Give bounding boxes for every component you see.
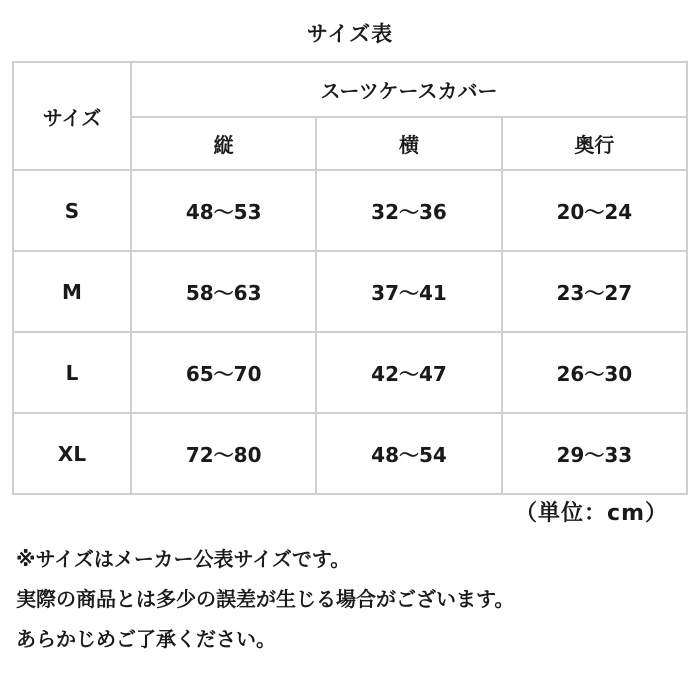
column-header-depth: 奥行 [502,117,687,170]
table-cell: 20〜24 [502,170,687,251]
table-row [13,332,687,413]
size-column-header: サイズ [13,62,131,170]
column-header-height: 縦 [131,117,316,170]
table-cell: 48〜53 [131,170,316,251]
table-cell: 58〜63 [131,251,316,332]
table-cell: 37〜41 [316,251,501,332]
size-label: XL [13,413,131,494]
note-line: ※サイズはメーカー公表サイズです。 [16,547,351,571]
note-line: 実際の商品とは多少の誤差が生じる場合がございます。 [16,587,515,611]
unit-label: （単位：cm） [515,501,668,526]
size-table [12,61,688,495]
note-line: あらかじめご了承ください。 [16,627,276,651]
notes [16,539,696,659]
page-title: サイズ表 [306,22,394,46]
size-label: S [13,170,131,251]
table-row [13,251,687,332]
table-cell: 26〜30 [502,332,687,413]
size-label: M [13,251,131,332]
table-cell: 32〜36 [316,170,501,251]
table-cell: 42〜47 [316,332,501,413]
table-cell: 72〜80 [131,413,316,494]
size-label: L [13,332,131,413]
table-cell: 48〜54 [316,413,501,494]
table-cell: 23〜27 [502,251,687,332]
table-cell: 65〜70 [131,332,316,413]
table-cell: 29〜33 [502,413,687,494]
table-row [13,413,687,494]
table-row [13,170,687,251]
column-header-width: 横 [316,117,501,170]
product-group-header: スーツケースカバー [131,62,687,117]
table-header-row [13,62,687,117]
